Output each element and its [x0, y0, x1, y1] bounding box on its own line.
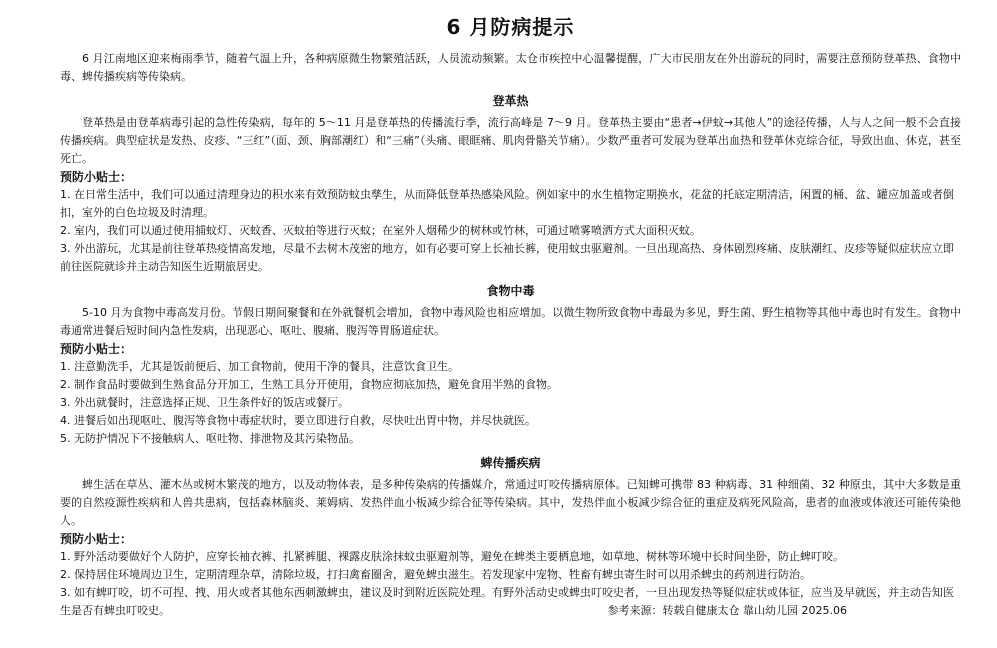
tip-item: 2. 保持居住环境周边卫生，定期清理杂草，清除垃圾，打扫禽畜圈舍，避免蜱虫滋生。若发现家中宠物、牲畜有蜱虫寄生时可以用杀蜱虫的药剂进行防治。 [60, 568, 811, 581]
section-dengue [60, 92, 961, 276]
section-description: 5-10 月为食物中毒高发月份。节假日期间聚餐和在外就餐机会增加，食物中毒风险也相应增加。以微生物所致食物中毒最为多见，野生菌、野生植物等其他中毒也时有发生。食物中毒通常进餐后短时间内急性发病，出现恶心、呕吐、腹痛、腹泻等胃肠道症状。 [60, 306, 961, 337]
tip-item: 4. 进餐后如出现呕吐、腹泻等食物中毒症状时，要立即进行自救，尽快吐出胃中物，并尽快就医。 [60, 414, 536, 427]
section-food-poisoning [60, 282, 961, 448]
tips-list [60, 358, 961, 448]
tip-item: 5. 无防护情况下不接触病人、呕吐物、排泄物及其污染物品。 [60, 432, 360, 445]
tip-item: 2. 制作食品时要做到生熟食品分开加工，生熟工具分开使用，食物应彻底加热，避免食用半熟的食物。 [60, 378, 558, 391]
tips-title: 预防小贴士： [60, 532, 133, 546]
section-title: 食物中毒 [486, 284, 535, 298]
section-title: 登革热 [492, 94, 529, 108]
source-note: 参考来源：转载自健康太仓 靠山幼儿园 2025.06 [607, 604, 847, 617]
tip-item: 3. 外出游玩，尤其是前往登革热疫情高发地，尽量不去树木茂密的地方，如有必要可穿上长袖长裤，使用蚊虫驱避剂。一旦出现高热、身体剧烈疼痛、皮肤潮红、皮疹等疑似症状应立即前往医院就诊并主动告知医生近期旅居史。 [60, 242, 954, 273]
tip-item: 1. 注意勤洗手，尤其是饭前便后、加工食物前，使用干净的餐具，注意饮食卫生。 [60, 360, 459, 373]
tips-title: 预防小贴士： [60, 342, 133, 356]
tip-item: 2. 室内，我们可以通过使用捕蚊灯、灭蚊香、灭蚊拍等进行灭蚊；在室外人烟稀少的树林或竹林，可通过喷雾喷洒方式大面积灭蚊。 [60, 224, 701, 237]
section-title: 蜱传播疾病 [480, 456, 541, 470]
section-description: 登革热是由登革病毒引起的急性传染病，每年的 5～11 月是登革热的传播流行季，流行高峰是 7～9 月。登革热主要由“患者→伊蚊→其他人”的途径传播，人与人之间一般不会直接传播疾病。典型症状是发热、皮疹、“三红”（面、颈、胸部潮红）和“三痛”（头痛、眼眶痛、肌肉骨骼关节痛）。少数严重者可发展为登革出血热和登革休克综合征，导致出血、休克，甚至死亡。 [60, 116, 961, 165]
section-description: 蜱生活在草丛、灌木丛或树木繁茂的地方，以及动物体表，是多种传染病的传播媒介，常通过叮咬传播病原体。已知蜱可携带 83 种病毒、31 种细菌、32 种原虫，其中大多数是重要的自然疫源性疾病和人兽共患病，包括森林脑炎、莱姆病、发热伴血小板减少综合征等传染病。其中，发热伴血小板减少综合征的重症及病死风险高，患者的血液或体液还可能传染他人。 [60, 478, 961, 527]
tip-item: 1. 野外活动要做好个人防护，应穿长袖衣裤、扎紧裤腿、裸露皮肤涂抹蚊虫驱避剂等，避免在蜱类主要栖息地，如草地、树林等环境中长时间坐卧，防止蜱叮咬。 [60, 550, 844, 563]
tip-item: 3. 如有蜱叮咬，切不可捏、拽、用火或者其他东西刺激蜱虫，建议及时到附近医院处理。有野外活动史或蜱虫叮咬史者，一旦出现发热等疑似症状或体征，应当及早就医，并主动告知医生是否有蜱虫叮咬史。 [60, 586, 954, 617]
tips-title: 预防小贴士： [60, 170, 133, 184]
intro-paragraph: 6 月江南地区迎来梅雨季节，随着气温上升，各种病原微生物繁殖活跃，人员流动频繁。太仓市疾控中心温馨提醒，广大市民朋友在外出游玩的同时，需要注意预防登革热、食物中毒、蜱传播疾病等传染病。 [60, 52, 961, 83]
section-tick-borne-disease [60, 454, 961, 620]
tip-item: 3. 外出就餐时，注意选择正规、卫生条件好的饭店或餐厅。 [60, 396, 349, 409]
tips-list [60, 186, 961, 276]
page-title: 6 月防病提示 [446, 15, 575, 39]
tip-item: 1. 在日常生活中，我们可以通过清理身边的积水来有效预防蚊虫孳生，从而降低登革热感染风险。例如家中的水生植物定期换水，花盆的托底定期清洁，闲置的桶、盆、罐应加盖或者倒扣，室外的白色垃圾及时清理。 [60, 188, 954, 219]
